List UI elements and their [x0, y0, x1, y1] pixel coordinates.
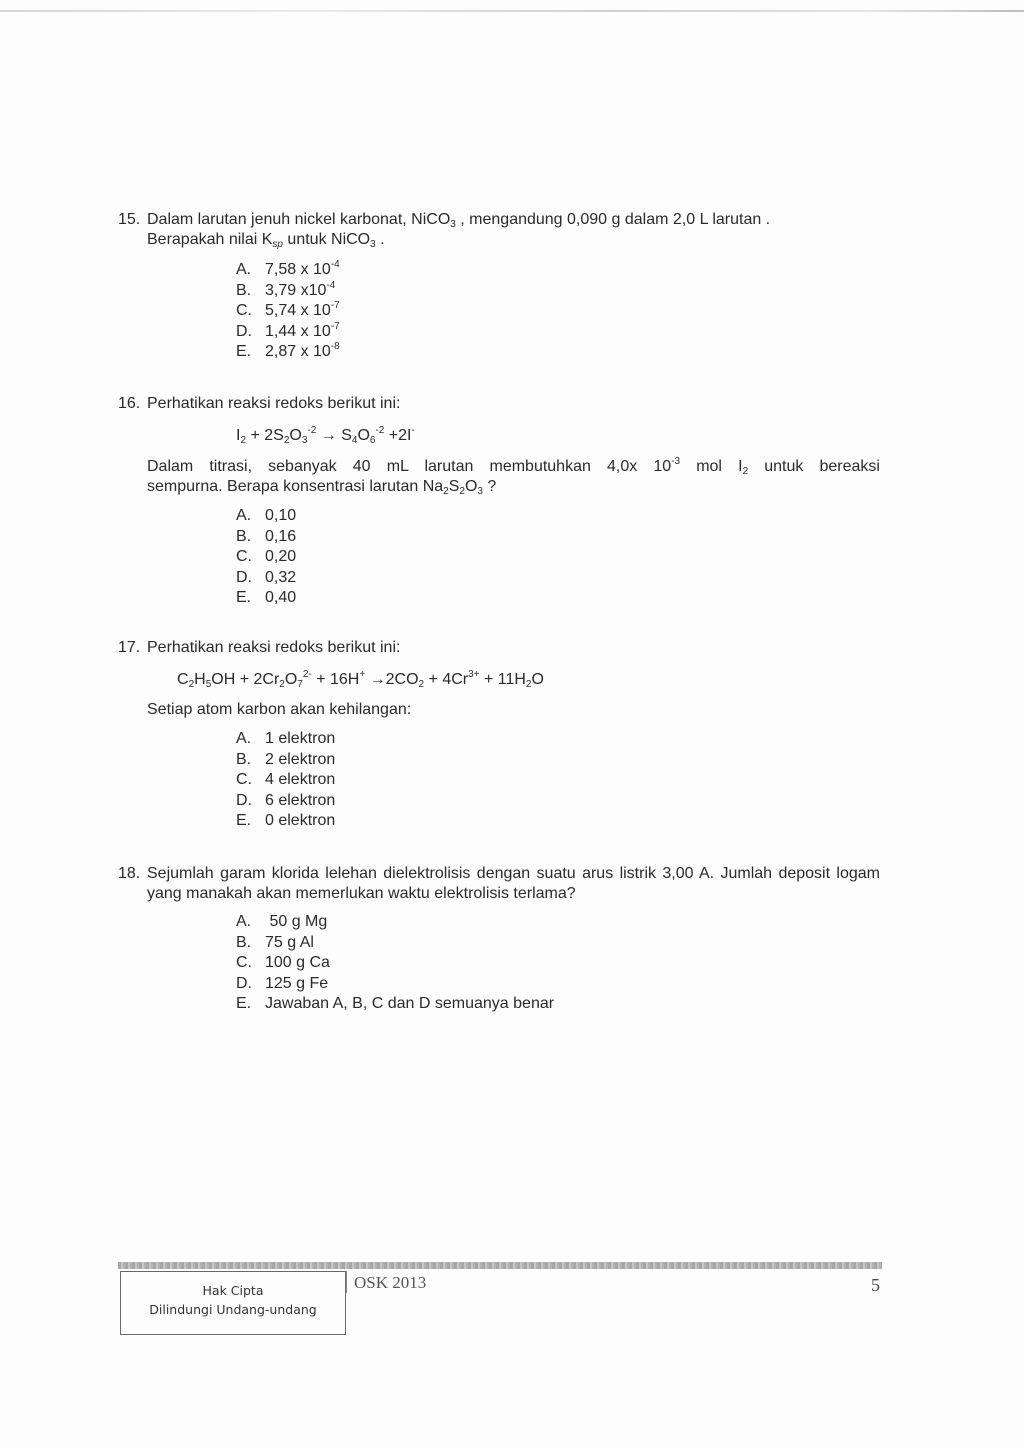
option-e: E. Jawaban A, B, C dan D semuanya benar — [236, 995, 555, 1012]
options-16 — [236, 506, 296, 609]
page-number: 5 — [871, 1275, 880, 1295]
option-e: E. 0 elektron — [236, 812, 336, 829]
footer-rule — [118, 1262, 882, 1269]
options-15 — [236, 260, 340, 363]
option-d: D. 6 elektron — [236, 791, 336, 809]
option-d: D. 1,44 x $10^{-7}$ — [236, 320, 340, 340]
question-15 — [118, 210, 880, 250]
option-c: C. 5,74 x $10^{-7}$ — [236, 300, 340, 319]
question-17-text: Setiap atom karbon akan kehilangan: — [147, 701, 412, 718]
question-intro: Perhatikan reaksi redoks berikut ini: — [147, 639, 401, 656]
scan-edge — [0, 10, 1024, 12]
question-18 — [118, 864, 880, 904]
option-d: D. 125 g Fe — [236, 974, 329, 992]
option-d: D. 0,32 — [236, 568, 297, 586]
exam-label: OSK 2013 — [354, 1273, 427, 1292]
redox-equation-17: $C_2H_5OH + 2Cr_2O_7^{2-} + 16H^+ \to 2CO_2 + 4Cr^{3+} + 11H_2O$ — [177, 669, 544, 690]
option-b: B. 0,16 — [236, 527, 297, 545]
question-16 — [118, 394, 880, 414]
option-b: B. 2 elektron — [236, 750, 336, 768]
question-text: Dalam larutan jenuh nickel karbonat, NiCO$_3$ , mengandung 0,090 g dalam 2,0 L larutan . Berapakah nilai $K_{sp}$ untuk NiCO$_3$ . — [147, 211, 771, 250]
question-number: 17. — [118, 639, 141, 656]
option-c: C. 4 elektron — [236, 771, 336, 788]
option-e: E. 2,87 x $10^{-8}$ — [236, 341, 340, 360]
question-intro: Perhatikan reaksi redoks berikut ini: — [147, 395, 401, 412]
option-e: E. 0,40 — [236, 589, 297, 606]
option-a: A. 0,10 — [236, 507, 297, 524]
option-a: A. 7,58 x $10^{-4}$ — [236, 259, 340, 278]
question-17 — [118, 638, 880, 658]
option-b: B. 75 g Al — [236, 933, 314, 951]
options-18 — [236, 912, 554, 1015]
option-a: A. 50 g Mg — [236, 913, 328, 930]
question-number: 18. — [118, 865, 141, 882]
footer-divider — [346, 1271, 347, 1293]
option-a: A. 1 elektron — [236, 730, 336, 747]
options-17 — [236, 729, 335, 832]
option-c: C. 100 g Ca — [236, 954, 330, 971]
copyright-line-2: Dilindungi Undang-undang — [149, 1302, 317, 1317]
copyright-box — [120, 1271, 346, 1335]
question-number: 16. — [118, 395, 141, 412]
option-b: B. 3,79 $x10^{-4}$ — [236, 279, 336, 299]
question-16-text: Dalam titrasi, sebanyak 40 mL larutan membutuhkan 4,0x $10^{-3}$ mol $I_2$ untuk bereaksi sempurna. Berapa konsentrasi larutan $Na_2S_2O_3$ ? — [147, 456, 880, 497]
redox-equation-16: $I_2 + 2S_2O_3^{-2} \to S_4O_6^{-2} +2I^-$ — [236, 425, 415, 446]
option-c: C. 0,20 — [236, 548, 297, 565]
question-number: 15. — [118, 211, 141, 228]
copyright-line-1: Hak Cipta — [202, 1283, 264, 1298]
question-text: Sejumlah garam klorida lelehan dielektrolisis dengan suatu arus listrik 3,00 A. Jumlah deposit logam yang manakah akan memerlukan waktu elektrolisis terlama? — [147, 865, 880, 902]
